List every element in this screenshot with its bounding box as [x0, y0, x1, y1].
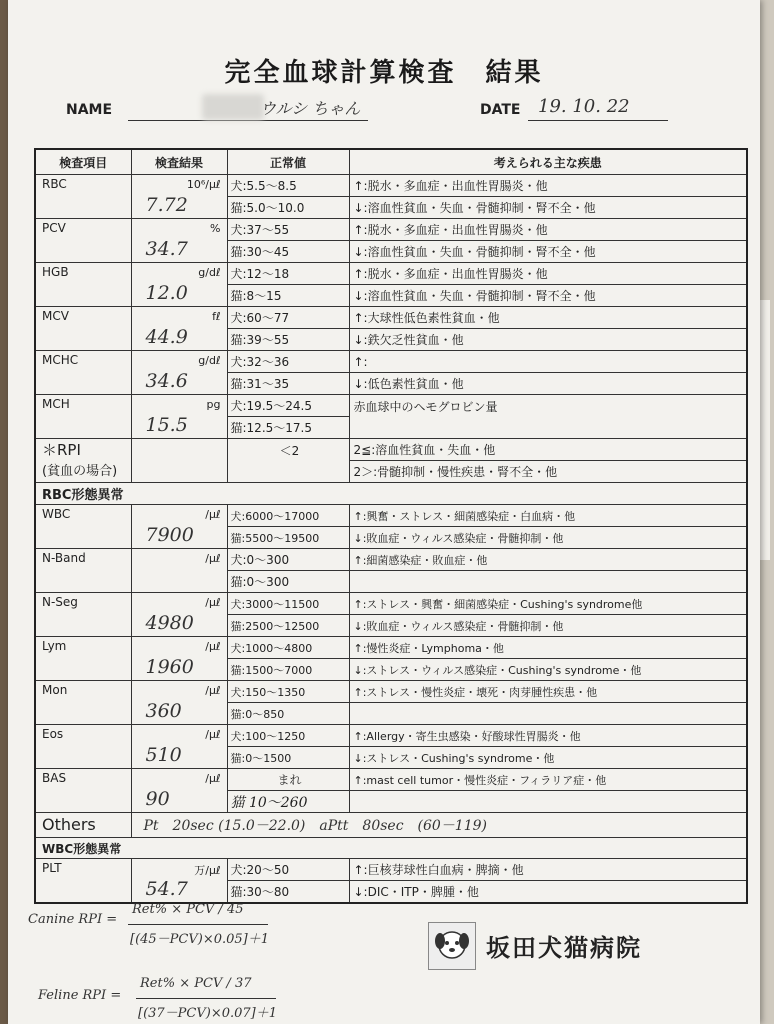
disease-down: ↓:鉄欠乏性貧血・他	[349, 329, 747, 351]
disease-up: ↑:脱水・多血症・出血性胃腸炎・他	[349, 263, 747, 285]
disease-down: ↓:DIC・ITP・脾腫・他	[349, 881, 747, 904]
normal-dog: 犬:150～1350	[227, 681, 349, 703]
table-row	[35, 175, 747, 197]
disease-up: ↑:ストレス・慢性炎症・壊死・肉芽腫性疾患・他	[349, 681, 747, 703]
table-row	[35, 681, 747, 703]
item-rpi: ＊RPI (貧血の場合)	[35, 439, 131, 483]
disease-up: ↑:慢性炎症・Lymphoma・他	[349, 637, 747, 659]
results-table	[34, 148, 748, 904]
item-mcv: MCV	[35, 307, 131, 351]
result-eos: /μℓ 510	[131, 725, 227, 769]
normal-cat: 猫 10～260	[227, 791, 349, 813]
normal-dog: まれ	[227, 769, 349, 791]
disease-note: 赤血球中のヘモグロビン量	[349, 395, 747, 439]
normal-dog: 犬:3000～11500	[227, 593, 349, 615]
result-rpi	[131, 439, 227, 483]
result-mchc: g/dℓ 34.6	[131, 351, 227, 395]
col-disease: 考えられる主な疾患	[349, 149, 747, 175]
normal-cat: 猫:12.5～17.5	[227, 417, 349, 439]
result-wbc: /μℓ 7900	[131, 505, 227, 549]
table-row	[35, 395, 747, 417]
normal-cat: 猫:30～80	[227, 881, 349, 904]
feline-rpi-label: Feline RPI =	[38, 988, 122, 1003]
table-row	[35, 219, 747, 241]
item-nband: N-Band	[35, 549, 131, 593]
normal-cat: 猫:0～850	[227, 703, 349, 725]
disease-down: ↓:敗血症・ウィルス感染症・骨髄抑制・他	[349, 615, 747, 637]
name-underline	[128, 120, 368, 121]
canine-rpi-label: Canine RPI =	[28, 912, 118, 927]
clinic-name: 坂田犬猫病院	[486, 934, 642, 962]
disease-up: ↑:細菌感染症・敗血症・他	[349, 549, 747, 571]
table-row	[35, 351, 747, 373]
table-row	[35, 439, 747, 461]
item-hgb: HGB	[35, 263, 131, 307]
item-bas: BAS	[35, 769, 131, 813]
normal-dog: 犬:0～300	[227, 549, 349, 571]
result-plt: 万/μℓ 54.7	[131, 859, 227, 904]
feline-rpi-numerator: Ret% × PCV / 37	[140, 976, 252, 991]
item-mchc: MCHC	[35, 351, 131, 395]
feline-rpi-denominator: [(37－PCV)×0.07]＋1	[138, 1006, 278, 1021]
normal-cat: 猫:5.0～10.0	[227, 197, 349, 219]
disease-down: ↓:ストレス・ウィルス感染症・Cushing's syndrome・他	[349, 659, 747, 681]
disease-up: ↑:ストレス・興奮・細菌感染症・Cushing's syndrome他	[349, 593, 747, 615]
name-redaction	[202, 94, 264, 120]
normal-cat: 猫:5500～19500	[227, 527, 349, 549]
table-row	[35, 549, 747, 571]
normal-dog: 犬:20～50	[227, 859, 349, 881]
normal-cat: 猫:1500～7000	[227, 659, 349, 681]
table-row	[35, 637, 747, 659]
result-hgb: g/dℓ 12.0	[131, 263, 227, 307]
normal-dog: 犬:37～55	[227, 219, 349, 241]
col-result: 検査結果	[131, 149, 227, 175]
name-value: ウルシ ちゃん	[260, 99, 361, 118]
item-nseg: N-Seg	[35, 593, 131, 637]
normal-dog: 犬:100～1250	[227, 725, 349, 747]
item-pcv: PCV	[35, 219, 131, 263]
result-rbc: 10⁶/μℓ 7.72	[131, 175, 227, 219]
normal-dog: 犬:60～77	[227, 307, 349, 329]
disease-down: ↓:溶血性貧血・失血・骨髄抑制・腎不全・他	[349, 241, 747, 263]
table-row	[35, 725, 747, 747]
normal-cat: 猫:2500～12500	[227, 615, 349, 637]
result-nband: /μℓ	[131, 549, 227, 593]
disease-down: ↓:溶血性貧血・失血・骨髄抑制・腎不全・他	[349, 197, 747, 219]
page-title: 完全血球計算検査 結果	[224, 58, 544, 88]
disease-down: ↓:ストレス・Cushing's syndrome・他	[349, 747, 747, 769]
result-bas: /μℓ 90	[131, 769, 227, 813]
canine-fraction-line	[128, 924, 268, 925]
normal-rpi: ＜2	[227, 439, 349, 483]
normal-dog: 犬:6000～17000	[227, 505, 349, 527]
disease-down: ↓:溶血性貧血・失血・骨髄抑制・腎不全・他	[349, 285, 747, 307]
normal-cat: 猫:30～45	[227, 241, 349, 263]
normal-cat: 猫:8～15	[227, 285, 349, 307]
item-eos: Eos	[35, 725, 131, 769]
normal-dog: 犬:5.5～8.5	[227, 175, 349, 197]
table-row	[35, 505, 747, 527]
result-pcv: % 34.7	[131, 219, 227, 263]
table-row	[35, 307, 747, 329]
table-row	[35, 859, 747, 881]
rbc-morph-row: RBC形態異常	[35, 483, 747, 505]
result-mon: /μℓ 360	[131, 681, 227, 725]
table-row	[35, 593, 747, 615]
item-wbc: WBC	[35, 505, 131, 549]
table-header-row	[35, 149, 747, 175]
disease-down: ↓:敗血症・ウィルス感染症・骨髄抑制・他	[349, 527, 747, 549]
report-sheet	[8, 0, 760, 1024]
disease-up: ↑:大球性低色素性貧血・他	[349, 307, 747, 329]
normal-dog: 犬:12～18	[227, 263, 349, 285]
item-mon: Mon	[35, 681, 131, 725]
canine-rpi-numerator: Ret% × PCV / 45	[132, 902, 244, 917]
date-underline	[528, 120, 668, 121]
normal-cat: 猫:39～55	[227, 329, 349, 351]
item-others: Others	[35, 813, 131, 838]
normal-dog: 犬:1000～4800	[227, 637, 349, 659]
disease-up: ↑:Allergy・寄生虫感染・好酸球性胃腸炎・他	[349, 725, 747, 747]
result-lym: /μℓ 1960	[131, 637, 227, 681]
table-row	[35, 263, 747, 285]
wbc-morph-row: WBC形態異常	[35, 838, 747, 859]
item-plt: PLT	[35, 859, 131, 904]
result-mch: pg 15.5	[131, 395, 227, 439]
disease-up: 2≦:溶血性貧血・失血・他	[349, 439, 747, 461]
disease-down	[349, 571, 747, 593]
item-rbc: RBC	[35, 175, 131, 219]
normal-cat: 猫:0～1500	[227, 747, 349, 769]
col-item: 検査項目	[35, 149, 131, 175]
disease-up: ↑:脱水・多血症・出血性胃腸炎・他	[349, 219, 747, 241]
disease-down: 2＞:骨髄抑制・慢性疾患・腎不全・他	[349, 461, 747, 483]
result-mcv: fℓ 44.9	[131, 307, 227, 351]
feline-fraction-line	[136, 998, 276, 999]
date-value: 19. 10. 22	[538, 96, 630, 117]
col-normal: 正常値	[227, 149, 349, 175]
table-row	[35, 838, 747, 859]
normal-dog: 犬:32～36	[227, 351, 349, 373]
disease-up: ↑:興奮・ストレス・細菌感染症・白血病・他	[349, 505, 747, 527]
disease-down: ↓:低色素性貧血・他	[349, 373, 747, 395]
result-nseg: /μℓ 4980	[131, 593, 227, 637]
item-mch: MCH	[35, 395, 131, 439]
canine-rpi-denominator: [(45－PCV)×0.05]＋1	[130, 932, 270, 947]
table-row	[35, 813, 747, 838]
others-value: Pt 20sec (15.0－22.0) aPtt 80sec (60－119)	[131, 813, 747, 838]
normal-dog: 犬:19.5～24.5	[227, 395, 349, 417]
table-row	[35, 769, 747, 791]
disease-down	[349, 703, 747, 725]
table-row	[35, 483, 747, 505]
disease-up: ↑:巨核芽球性白血病・脾摘・他	[349, 859, 747, 881]
item-lym: Lym	[35, 637, 131, 681]
normal-cat: 猫:0～300	[227, 571, 349, 593]
disease-up: ↑:	[349, 351, 747, 373]
disease-down	[349, 791, 747, 813]
disease-up: ↑:脱水・多血症・出血性胃腸炎・他	[349, 175, 747, 197]
name-label: NAME	[66, 102, 113, 118]
disease-up: ↑:mast cell tumor・慢性炎症・フィラリア症・他	[349, 769, 747, 791]
normal-cat: 猫:31～35	[227, 373, 349, 395]
date-label: DATE	[480, 102, 521, 118]
dog-logo-icon	[428, 922, 476, 970]
